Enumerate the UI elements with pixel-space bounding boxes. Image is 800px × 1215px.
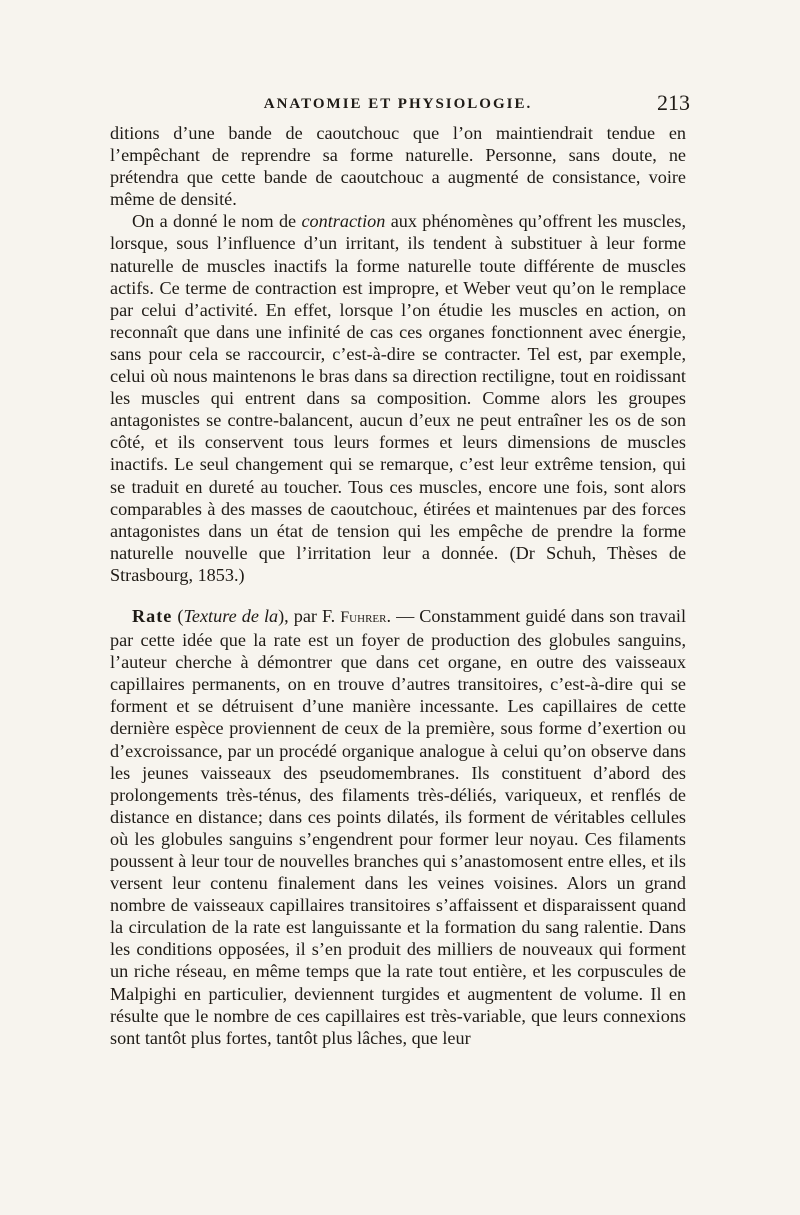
p2-text-a: On a donné le nom de (132, 211, 302, 232)
p3-emphasis: Texture de la (183, 605, 279, 626)
paragraph-contraction (110, 210, 686, 586)
p3-text: . — Constamment guidé dans son travail par cette idée que la rate est un foyer de production des globules sanguins, l’auteur cherche à démontrer que dans cet organe, en outre des vaisseaux capillaires permanents, on en trouve d’autres transitoires, c’est-à-dire qui se forment et se détruisent d’une manière incessante. Les capillaires de cette dernière espèce proviennent de ceux de la première, sous forme d’exertion ou d’excroissance, par un procédé organique analogue à celui qu’on observe dans les jeunes vaisseaux des pseudomembranes. Ils constituent d’abord des prolongements très-ténus, des filaments très-déliés, variqueux, et renflés de distance en distance; dans ces points dilatés, ils forment de véritables cellules où les globules sanguins s’engendrent pour former leur noyau. Ces filaments poussent à leur tour de nouvelles branches qui s’anastomosent entre elles, et ils versent leur contenu finalement dans les veines voisines. Alors un grand nombre de vaisseaux capillaires transitoires s’affaissent et disparaissent quand la circulation de la rate est languissante et la formation du sang ralentie. Dans les conditions opposées, il s’en produit des milliers de nouveaux qui forment un riche réseau, en même temps que la rate tout entière, et les corpuscules de Malpighi en particulier, deviennent turgides et augmentent de volume. Il en résulte que le nombre de ces capillaires est très-variable, que leurs connexions sont tantôt plus fortes, tantôt plus lâches, que leur (110, 605, 686, 1048)
section-gap (110, 586, 686, 605)
section-lead-word: Rate (132, 605, 173, 626)
p2-text-b: aux phénomènes qu’offrent les muscles, lorsque, sous l’influence d’un irritant, ils tendent à substituer à leur forme naturelle de muscles inactifs la forme naturelle toute différente de muscles actifs. Ce terme de contraction est impropre, et Weber veut qu’on le remplace par celui d’activité. En effet, lorsque l’on étudie les muscles en action, on reconnaît que dans une infinité de cas ces organes fonctionnent avec énergie, sans pour cela se raccourcir, c’est-à-dire se contracter. Tel est, par exemple, celui où nous maintenons le bras dans sa direction rectiligne, tout en roidissant les muscles qui entrent dans sa composition. Comme alors les groupes antagonistes se contre-balancent, aucun d’eux ne peut entraîner les os de son côté, et ils conservent tous leurs formes et leurs dimensions de muscles inactifs. Le seul changement qui se remarque, c’est leur extrême tension, qui se traduit en dureté au toucher. Tous ces muscles, encore une fois, sont alors comparables à des masses de caoutchouc, étirées et maintenues par des forces antagonistes dans un état de tension qui les empêche de prendre la forme naturelle nouvelle que l’irritation leur a donnée. (110, 211, 687, 563)
p3-open: ( (172, 605, 184, 626)
paragraph-continuation: ditions d’une bande de caoutchouc que l’on maintiendrait tendue en l’empêchant de reprendre sa forme naturelle. Personne, sans doute, ne prétendra que cette bande de caoutchouc a augmenté de consistance, voire même de densité. (110, 123, 686, 210)
page-number: 213 (657, 90, 690, 115)
running-head (110, 90, 690, 122)
body-text (110, 122, 686, 1049)
p2-emphasis: contraction (301, 211, 386, 232)
citation: (Dr Schuh, Thèses de Strasbourg, 1853.) (110, 542, 687, 585)
running-title: ANATOMIE ET PHYSIOLOGIE. (263, 96, 533, 112)
paragraph-rate (110, 605, 686, 1049)
book-page (110, 90, 690, 1049)
p3-close: ), par F. (278, 605, 341, 626)
author-name: Fuhrer (340, 608, 387, 626)
